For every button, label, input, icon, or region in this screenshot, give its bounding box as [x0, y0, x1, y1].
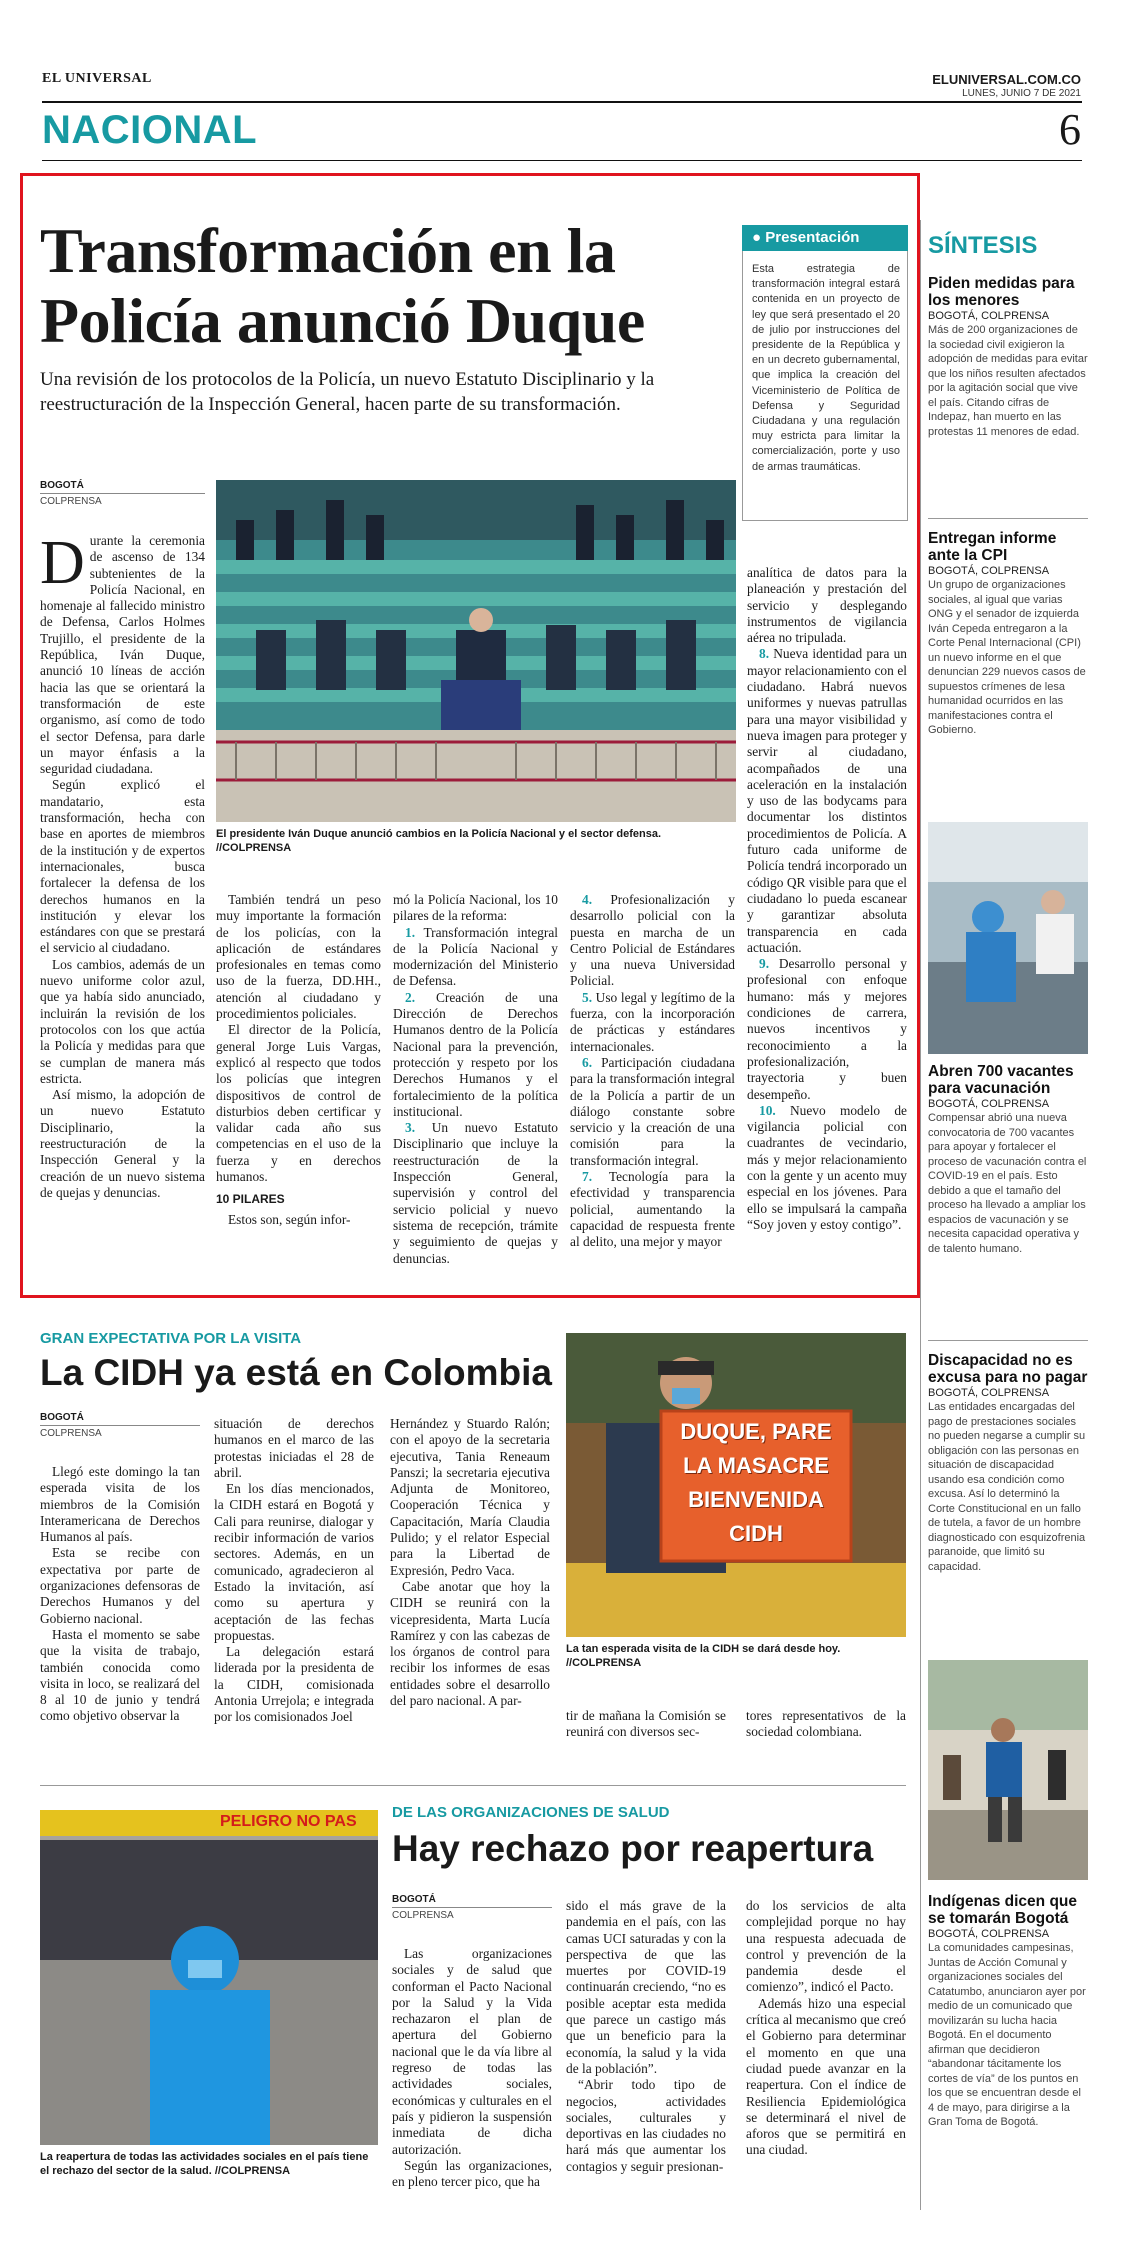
list-number: 2.: [405, 989, 416, 1005]
paragraph: Llegó este domingo la tan esperada visita de los miembros de la Comisión Interamericana de Derechos Humanos al país.: [40, 1464, 200, 1545]
section-name: NACIONAL: [42, 108, 258, 152]
paragraph: Las organizaciones sociales y de salud que conforman el Pacto Nacional por la Salud y la Vida rechazaron el plan de apertura del Gobierno nacional que le da vía libre al regreso de todas las actividades sociales, económicas y culturales en el país y pidieron la suspensión inmediata de dicha autorización.: [392, 1946, 552, 2157]
article-column-1: [40, 529, 205, 1201]
caption-text: La tan esperada visita de la CIDH se dará desde hoy. //COLPRENSA: [566, 1643, 841, 1669]
brief-1: [928, 275, 1088, 439]
paragraph: Además hizo una especial crítica al mecanismo que creó el Gobierno para determinar el momento en que una ciudad puede avanzar en la reapertura. Con el índice de Resiliencia Epidemiológica se determinará el nivel de aforos que se permitirá en una ciudad.: [746, 1995, 906, 2158]
paragraph: Hernández y Stuardo Ralón; con el apoyo de la secretaria ejecutiva, Tania Reneaum Panszi; la secretaria ejecutiva Adjunta de Monitoreo, Cooperación Técnica y Capacitación, María Claudia Pulido; y el relator Especial para la Libertad de Expresión, Pedro Vaca.: [390, 1416, 550, 1578]
brief-text: Compensar abrió una nueva convocatoria de 700 vacantes para apoyar y fortalecer el proceso de vacunación contra el COVID-19 en el país. Esto debido a que el tamaño del proceso ha llevado a ampliar los espacios de vacunación y se necesita capacidad operativa y de talento humano.: [928, 1112, 1087, 1255]
newspaper-logo: EL UNIVERSAL: [42, 71, 152, 86]
article-divider: [40, 1785, 906, 1786]
header-rule: [42, 160, 1082, 161]
byline-agency: COLPRENSA: [392, 1910, 454, 1921]
list-number: 6.: [582, 1054, 593, 1070]
byline-city: BOGOTÁ: [392, 1894, 552, 1908]
brief-byline: BOGOTÁ, COLPRENSA: [928, 565, 1050, 577]
paragraph: También tendrá un peso muy importante la formación de los policías, con la aplicación de estándares profesionales en temas como uso de la fuerza, DD.HH., atención al ciudadano y procedimientos policiales.: [216, 892, 381, 1022]
brief-divider: [928, 1340, 1088, 1341]
byline: [40, 480, 205, 507]
article-column-3: [746, 1898, 906, 2159]
paragraph: Estos son, según infor-: [228, 1211, 351, 1227]
article-column-2: [214, 1416, 374, 1726]
article-column-5: [747, 565, 907, 1233]
paragraph: Según explicó el mandatario, esta transformación, hecha con base en aportes de miembros de la institución y de expertos internacionales, busca fortalecer la defensa de los derechos humanos en la institución y elevar los estándares con que se prestará el servicio al ciudadano.: [40, 777, 205, 956]
sign-line: BIENVENIDA: [688, 1487, 824, 1512]
article-headline: [40, 216, 740, 356]
brief-title: Piden medidas para los menores: [928, 275, 1075, 309]
list-text: Creación de una Dirección de Derechos Humanos dentro de la Policía Nacional para la prevención, protección y respeto por los Derechos Humanos y el fortalecimiento de la política institucional.: [393, 989, 558, 1119]
article-column-2: [216, 892, 381, 1228]
brief-divider: [928, 518, 1088, 519]
brief-text: Las entidades encargadas del pago de prestaciones sociales no pueden negarse a cumplir su obligación con las personas en situación de discapacidad usando esa condición como excusa. Así lo determinó la Corte Constitucional en un fallo de tutela, a favor de un hombre diagnosticado con esquizofrenia paranoide, que limitó su capacidad.: [928, 1401, 1086, 1573]
byline: [392, 1894, 552, 1921]
paragraph: Según las organizaciones, en pleno tercer pico, que ha: [392, 2157, 552, 2190]
vaccination-photo: [928, 822, 1088, 1054]
paragraph: La delegación estará liderada por la presidenta de la CIDH, comisionada Antonia Urrejola; e integrada por los comisionados Joel: [214, 1644, 374, 1725]
byline-agency: COLPRENSA: [40, 496, 102, 507]
presentation-title: Presentación: [765, 229, 860, 246]
brief-text: Más de 200 organizaciones de la sociedad civil exigieron la adopción de medidas para evitar que los niños resulten afectados por la agitación social que vive el país. Citando cifras de Indepaz, han muerto en las protestas 11 menores de edad.: [928, 324, 1088, 438]
paragraph: En los días mencionados, la CIDH estará en Bogotá y Cali para reunirse, dialogar y recibir información de varios sectores. Además, en un comunicado, agradecieron al Estado la invitación, así como su apertura y aceptación de las fechas propuestas.: [214, 1481, 374, 1643]
paragraph: tir de mañana la Comisión se reunirá con diversos sec-: [566, 1708, 726, 1740]
paragraph: Así mismo, la adopción de un nuevo Estatuto Disciplinario, la reestructuración de la Inspección General y la creación de un nuevo sistema de quejas y denuncias.: [40, 1087, 205, 1200]
sign-line: DUQUE, PARE: [680, 1419, 832, 1444]
list-text: Participación ciudadana para la transformación integral de la Policía a partir de un diálogo constante sobre servicio y la creación de una comisión para la transformación integral.: [570, 1054, 735, 1168]
byline-city: BOGOTÁ: [40, 1412, 200, 1426]
article-kicker: GRAN EXPECTATIVA POR LA VISITA: [40, 1330, 302, 1347]
photo-caption: [566, 1642, 906, 1670]
caption-text: La reapertura de todas las actividades sociales en el país tiene el rechazo del sector de la salud. //COLPRENSA: [40, 2151, 369, 2177]
article-column-3: [390, 1416, 550, 1709]
list-number: 3.: [405, 1120, 416, 1136]
brief-text: Un grupo de organizaciones sociales, al igual que varias ONG y el senador de izquierda Iván Cepeda entregaron a la Corte Penal Internacional (CPI) un nuevo informe en el que denuncian 229 nuevos casos de supuestos crímenes de lesa humanidad ocurridos en las manifestaciones contra el Gobierno.: [928, 579, 1086, 736]
list-text: Profesionalización y desarrollo policial con la puesta en marcha de un Centro Policial de Estándares y una nueva Universidad Policial.: [570, 892, 735, 989]
header-rule: [42, 101, 1082, 103]
bullet-icon: ●: [752, 229, 762, 246]
page-number: 6: [1059, 105, 1081, 154]
article-headline: Hay rechazo por reapertura: [392, 1828, 874, 1869]
brief-byline: BOGOTÁ, COLPRENSA: [928, 1928, 1050, 1940]
subhead: 10 PILARES: [216, 1192, 285, 1207]
brief-byline: BOGOTÁ, COLPRENSA: [928, 1387, 1050, 1399]
caption-text: El presidente Iván Duque anunció cambios en la Policía Nacional y el sector defensa. //COLPRENSA: [216, 828, 662, 854]
paragraph: “Abrir todo tipo de negocios, actividades sociales, culturales y deportivas en las ciudades no hará más que aumentar los contagios y seguir presionan-: [566, 2077, 726, 2174]
list-text: Desarrollo personal y profesional con enfoque humano: más y mejores condiciones de carrera, nuevos incentivos y reconocimiento a la profesionalización, trayectoria y buen desempeño.: [747, 956, 907, 1102]
list-number: 4.: [582, 892, 593, 907]
article-column-1: [392, 1946, 552, 2190]
presentation-tab: [742, 225, 908, 251]
paragraph: situación de derechos humanos en el marco de las protestas iniciadas el 28 de abril.: [214, 1416, 374, 1480]
brief-title: Indígenas dicen que se tomarán Bogotá: [928, 1893, 1077, 1927]
article-column-2: [566, 1898, 726, 2175]
indigenous-march-photo: [928, 1660, 1088, 1880]
paragraph: tores representativos de la sociedad colombiana.: [746, 1708, 906, 1740]
ceremony-photo: [216, 480, 736, 822]
brief-3: [928, 1063, 1088, 1256]
brief-title: Discapacidad no es excusa para no pagar: [928, 1352, 1088, 1386]
list-text: Tecnología para la efectividad y transparencia policial, aumentando la capacidad de respuesta frente al delito, una mejor y mayor: [570, 1169, 735, 1250]
vendor-photo: [40, 1810, 378, 2145]
headline-line: Policía anunció Duque: [40, 285, 645, 356]
site-url: ELUNIVERSAL.COM.CO: [932, 72, 1081, 87]
presentation-text: Esta estrategia de transformación integral estará contenida en un proyecto de ley que será presentado el 20 de julio por instrucciones del presidente de la República y en un decreto gubernamental, que implica la creación del Viceministerio de Política de Defensa y Seguridad Ciudadana y una regulación muy estricta para limitar la comercialización, porte y uso de armas traumáticas.: [752, 263, 900, 473]
list-text: Uso legal y legítimo de la fuerza, con la incorporación de prácticas y estándares internacionales.: [570, 989, 735, 1054]
paragraph: mó la Policía Nacional, los 10 pilares de la reforma:: [393, 892, 558, 924]
sign-line: LA MASACRE: [683, 1453, 829, 1478]
paragraph: Los cambios, además de un nuevo uniforme color azul, que ya había sido anunciado, incluirán la revisión de los protocolos con los que actúa la Policía y medidas para que se cumplan de manera más estricta.: [40, 956, 205, 1086]
column-divider: [920, 220, 921, 2210]
list-text: Un nuevo Estatuto Disciplinario que incluye la reestructuración de la Inspección General, supervisión y control del servicio policial y nuevo sistema de recepción, trámite y seguimiento de quejas y denuncias.: [393, 1120, 558, 1266]
paragraph: do los servicios de alta complejidad porque no hay una respuesta adecuada de control y prevención de la pandemia desde el comienzo”, indicó el Pacto.: [746, 1898, 906, 1995]
indigenous-march-photo-illustration: [928, 1660, 1088, 1880]
byline-agency: COLPRENSA: [40, 1428, 102, 1439]
vaccination-photo-illustration: [928, 822, 1088, 1054]
warning-sign: PELIGRO NO PAS: [220, 1813, 357, 1830]
list-number: 8.: [759, 646, 770, 662]
brief-2: [928, 530, 1088, 738]
sintesis-title: SÍNTESIS: [928, 232, 1038, 259]
list-number: 9.: [759, 956, 770, 972]
byline-city: BOGOTÁ: [40, 480, 205, 494]
paragraph: Esta se recibe con expectativa por parte de organizaciones defensoras de Derechos Humanos y del Gobierno nacional.: [40, 1545, 200, 1626]
sign-line: CIDH: [729, 1521, 783, 1546]
brief-byline: BOGOTÁ, COLPRENSA: [928, 1098, 1050, 1110]
article-kicker: DE LAS ORGANIZACIONES DE SALUD: [392, 1804, 670, 1821]
brief-byline: BOGOTÁ, COLPRENSA: [928, 310, 1050, 322]
list-text: Transformación integral de la Policía Nacional y modernización del Ministerio de Defensa.: [393, 924, 559, 989]
paragraph: urante la ceremonia de ascenso de 134 subtenientes de la Policía Nacional, en homenaje al fallecido ministro de Defensa, Carlos Holmes Trujillo, el presidente de la República, Iván Duque, anunció 10 líneas de acción hacia las que se orientará la transformación de este organismo, así como de todo el sector Defensa, para darle un mayor énfasis a la seguridad ciudadana.: [40, 533, 205, 777]
issue-date: LUNES, JUNIO 7 DE 2021: [962, 88, 1081, 99]
paragraph: analítica de datos para la planeación y prestación del servicio y desplegando instrumentos de vigilancia aérea no tripulada.: [747, 565, 907, 646]
article-column-4: [570, 892, 735, 1251]
brief-5: [928, 1893, 1088, 2130]
list-number: 1.: [405, 924, 416, 940]
brief-title: Entregan informe ante la CPI: [928, 530, 1057, 564]
photo-caption: [216, 827, 736, 855]
drop-cap: D: [40, 529, 85, 597]
article-column-1: [40, 1464, 200, 1725]
list-text: Nueva identidad para un mayor relacionamiento con el ciudadano. Habrá nuevos uniformes y nuevas patrullas para una mayor visibilidad y nueva imagen para proteger y servir al ciudadano, acompañados de una aceleración en la instalación y uso de las bodycams para documentar los distintos procedimientos de Policía. A futuro cada uniforme de Policía tendrá incorporado un código QR visible para que el ciudadano lo pueda escanear y garantizar absoluta transparencia en cada actuación.: [747, 646, 907, 955]
paragraph: sido el más grave de la pandemia en el país, con las camas UCI saturadas y con la perspectiva de que las muertes por COVID-19 continuarán creciendo, “no es posible aceptar esta medida que parece un castigo más que un beneficio para la economía, la salud y la vida de la población”.: [566, 1898, 726, 2076]
list-number: 7.: [582, 1169, 593, 1185]
brief-4: [928, 1352, 1088, 1574]
article-column-3: [393, 892, 558, 1267]
list-text: Nuevo modelo de vigilancia policial con cuadrantes de vecindario, más y mejor relacionamiento con la gente y un acento muy especial en los jóvenes. Para ello se impulsará la campaña “Soy joven y estoy contigo”.: [747, 1102, 907, 1232]
ceremony-photo-illustration: [216, 480, 736, 822]
article-deck: Una revisión de los protocolos de la Policía, un nuevo Estatuto Disciplinario y la reestructuración de la Inspección General, hacen parte de su transformación.: [40, 369, 655, 415]
brief-title: Abren 700 vacantes para vacunación: [928, 1063, 1074, 1097]
protest-photo: [566, 1333, 906, 1637]
paragraph: Hasta el momento se sabe que la visita de trabajo, también conocida como visita in loco, se realizará del 8 al 10 de junio y tendrá como objetivo observar la: [40, 1626, 200, 1724]
byline: [40, 1412, 200, 1439]
article-column-4: [566, 1708, 726, 1741]
paragraph: El director de la Policía, general Jorge Luis Vargas, explicó al respecto que todos los policías que integren dispositivos de control de disturbios deben certificar y validar cada año sus competencias en el uso de la fuerza y en derechos humanos.: [216, 1022, 381, 1185]
protest-sign: [661, 1415, 851, 1551]
headline-line: Transformación en la: [40, 215, 616, 286]
photo-caption: [40, 2150, 378, 2178]
paragraph: Cabe anotar que hoy la CIDH se reunirá con la vicepresidenta, Marta Lucía Ramírez y con las cabezas de los órganos de control para recibir los informes de esas entidades sobre el desarrollo del paro nacional. A par-: [390, 1578, 550, 1709]
article-headline: La CIDH ya está en Colombia: [40, 1352, 552, 1393]
article-column-5: [746, 1708, 906, 1741]
list-number: 10.: [759, 1102, 776, 1118]
list-number: 5.: [582, 989, 593, 1005]
brief-text: La comunidades campesinas, Juntas de Acción Comunal y organizaciones sociales del Catatumbo, anunciaron ayer por medio de un comunicado que movilizarán su lucha hacia Bogotá. En el documento afirman que decidieron “abandonar tácitamente los cortes de vía” de los puntos en los que se encuentran desde el 4 de mayo, para dirigirse a la Gran Toma de Bogotá.: [928, 1942, 1086, 2128]
vendor-photo-illustration: [40, 1810, 378, 2145]
